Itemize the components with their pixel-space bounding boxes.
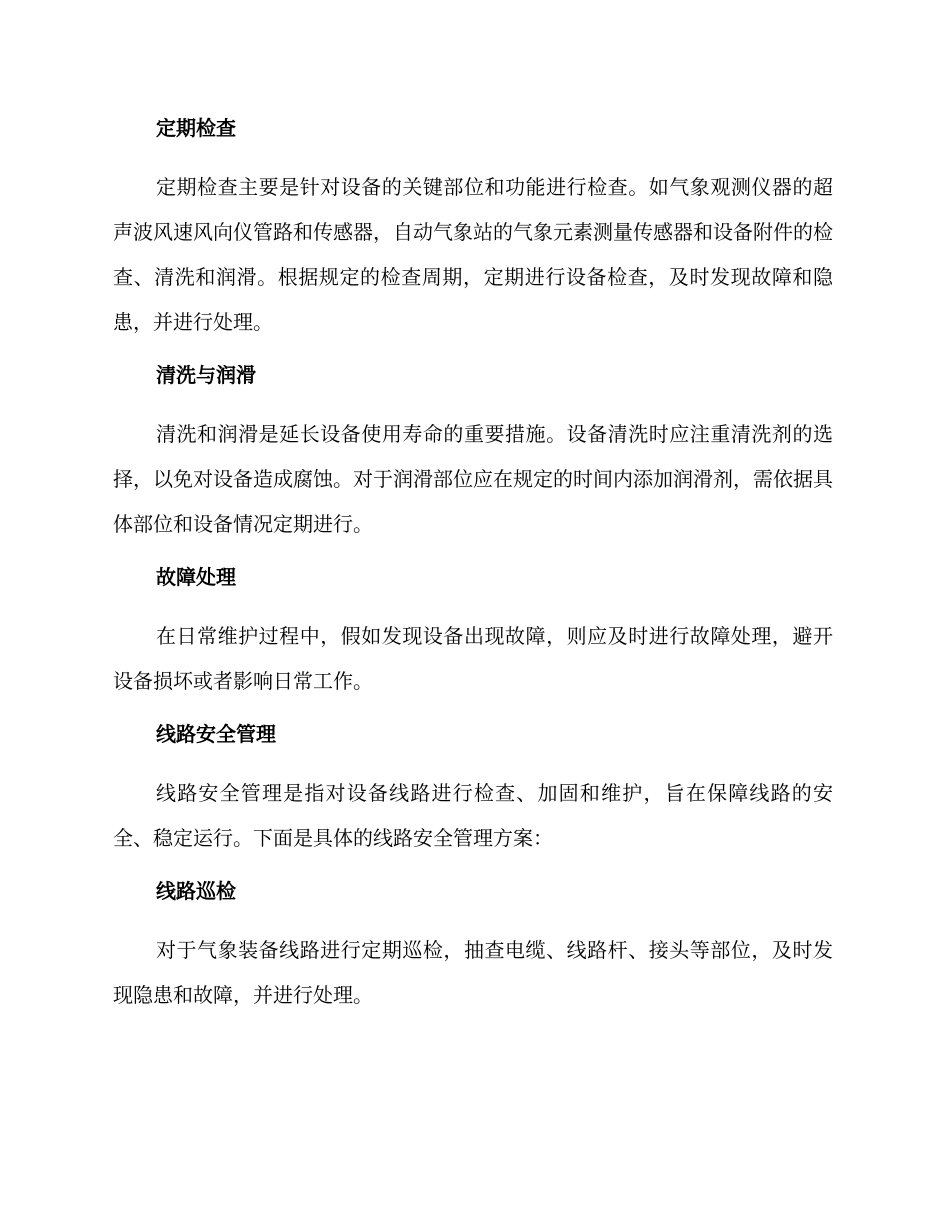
document-content [113,112,833,1018]
section-heading-periodic-inspection: 定期检查 [156,116,236,140]
section-heading-line-safety-management: 线路安全管理 [156,722,276,746]
section-body-periodic-inspection: 定期检查主要是针对设备的关键部位和功能进行检查。如气象观测仪器的超声波风速风向仪管路和传感器，自动气象站的气象元素测量传感器和设备附件的检查、清洗和润滑。根据规定的检查周期，定期进行设备检查，及时发现故障和隐患，并进行处理。 [113,175,833,334]
section-body-line-safety-management: 线路安全管理是指对设备线路进行检查、加固和维护，旨在保障线路的安全、稳定运行。下面是具体的线路安全管理方案： [113,781,833,850]
section-heading-line-patrol: 线路巡检 [156,879,236,903]
section-body-fault-handling: 在日常维护过程中，假如发现设备出现故障，则应及时进行故障处理，避开设备损坏或者影响日常工作。 [113,624,833,693]
section-heading-fault-handling: 故障处理 [156,565,236,589]
section-body-line-patrol: 对于气象装备线路进行定期巡检，抽查电缆、线路杆、接头等部位，及时发现隐患和故障，并进行处理。 [113,938,833,1007]
section-heading-cleaning-lubrication: 清洗与润滑 [156,363,256,387]
section-body-cleaning-lubrication: 清洗和润滑是延长设备使用寿命的重要措施。设备清洗时应注重清洗剂的选择，以免对设备造成腐蚀。对于润滑部位应在规定的时间内添加润滑剂，需依据具体部位和设备情况定期进行。 [113,422,833,536]
